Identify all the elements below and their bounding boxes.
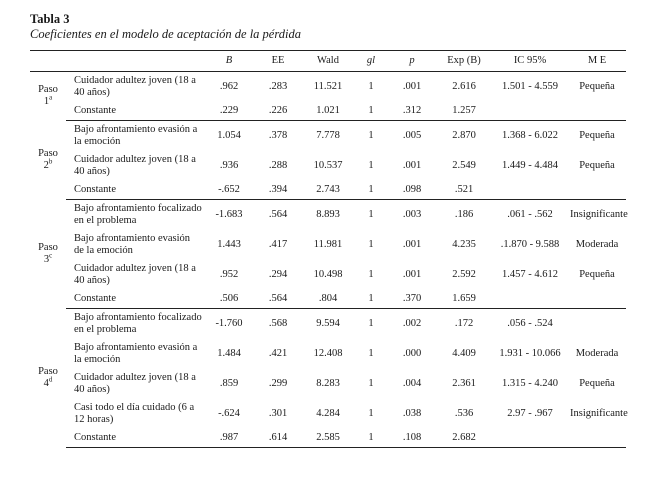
header-gl: gl <box>354 51 388 72</box>
variable-name: Bajo afrontamiento evasión de la emoción <box>74 233 191 256</box>
cell-gl: 1 <box>354 429 388 448</box>
cell-gl: 1 <box>368 318 374 329</box>
cell-expb: .521 <box>436 181 492 200</box>
table-row <box>30 72 626 103</box>
table-row <box>30 260 626 290</box>
step-number: 1 <box>43 96 50 108</box>
variable-name: Cuidador adultez joven (18 a 40 años) <box>74 154 196 177</box>
cell-me: Moderada <box>575 239 619 250</box>
cell-expb: 2.361 <box>452 378 476 389</box>
cell-gl: 1 <box>354 290 388 309</box>
cell-p: .005 <box>402 130 422 141</box>
step-name: Paso <box>38 242 58 253</box>
cell-ic: 1.457 - 4.612 <box>502 269 558 280</box>
cell-b: .936 <box>219 160 239 171</box>
cell-gl: 1 <box>368 209 374 220</box>
step-name: Paso <box>38 148 58 159</box>
header-ic95: IC 95% <box>492 51 568 72</box>
cell-ee: .564 <box>254 290 302 309</box>
cell-b: .952 <box>219 269 239 280</box>
cell-b: 1.054 <box>217 130 241 141</box>
cell-b: .859 <box>219 378 239 389</box>
cell-p: .001 <box>402 239 422 250</box>
cell-ic: .061 - .562 <box>507 209 553 220</box>
cell-expb: .172 <box>454 318 474 329</box>
cell-expb: 1.257 <box>436 102 492 121</box>
cell-ic: 1.315 - 4.240 <box>502 378 558 389</box>
header-expb: Exp (B) <box>436 51 492 72</box>
cell-expb: 2.592 <box>452 269 476 280</box>
cell-me: Insignificante <box>570 408 628 419</box>
table-body <box>30 72 626 448</box>
cell-b: 1.484 <box>217 348 241 359</box>
variable-name: Constante <box>66 102 204 121</box>
cell-ee: .564 <box>268 209 288 220</box>
variable-name: Bajo afrontamiento evasión a la emoción <box>74 124 198 147</box>
variable-name: Casi todo el día cuidado (6 a 12 horas) <box>74 402 195 425</box>
cell-expb: 4.235 <box>452 239 476 250</box>
cell-p: .001 <box>402 269 422 280</box>
cell-expb: 2.682 <box>436 429 492 448</box>
cell-wald: 10.498 <box>313 269 343 280</box>
cell-wald: 8.893 <box>316 209 340 220</box>
coefficients-table <box>30 50 626 448</box>
variable-name: Bajo afrontamiento focalizado en el problema <box>74 312 202 335</box>
step-cell <box>30 200 66 309</box>
cell-expb: 2.616 <box>452 81 476 92</box>
header-step <box>30 51 66 72</box>
cell-ee: .299 <box>268 378 288 389</box>
step-number: 3 <box>43 254 50 265</box>
header-ee: EE <box>254 51 302 72</box>
step-footnote-mark: c <box>49 251 53 260</box>
cell-me <box>568 181 626 200</box>
cell-ic <box>492 181 568 200</box>
cell-expb: 1.659 <box>436 290 492 309</box>
table-row <box>30 339 626 369</box>
cell-gl: 1 <box>368 81 374 92</box>
cell-gl: 1 <box>368 239 374 250</box>
step-name: Paso <box>38 366 58 377</box>
cell-gl: 1 <box>368 408 374 419</box>
cell-ee: .301 <box>268 408 288 419</box>
step-number: 2 <box>43 160 49 171</box>
cell-b: .229 <box>204 102 254 121</box>
cell-expb: 4.409 <box>452 348 476 359</box>
cell-ee: .283 <box>268 81 288 92</box>
table-row <box>30 309 626 340</box>
step-name: Paso <box>38 84 58 96</box>
header-row <box>30 51 626 72</box>
variable-name: Cuidador adultez joven (18 a 40 años) <box>74 263 196 286</box>
table-row <box>30 290 626 309</box>
cell-me <box>568 290 626 309</box>
cell-expb: .186 <box>454 209 474 220</box>
step-cell <box>30 121 66 200</box>
header-p: p <box>388 51 436 72</box>
cell-ee: .294 <box>268 269 288 280</box>
cell-wald: 2.743 <box>302 181 354 200</box>
cell-wald: .804 <box>302 290 354 309</box>
cell-p: .001 <box>402 81 422 92</box>
cell-me <box>568 102 626 121</box>
header-wald: Wald <box>302 51 354 72</box>
cell-p: .004 <box>402 378 422 389</box>
cell-gl: 1 <box>354 181 388 200</box>
cell-ic: 2.97 - .967 <box>507 408 553 419</box>
header-me: M E <box>568 51 626 72</box>
cell-me: Insignificante <box>570 209 628 220</box>
table-row <box>30 200 626 231</box>
cell-ee: .378 <box>268 130 288 141</box>
cell-expb: .536 <box>454 408 474 419</box>
cell-ic: 1.931 - 10.066 <box>499 348 561 359</box>
cell-b: .506 <box>204 290 254 309</box>
variable-name: Constante <box>66 290 204 309</box>
cell-ee: .568 <box>268 318 288 329</box>
cell-p: .370 <box>388 290 436 309</box>
variable-name: Constante <box>66 181 204 200</box>
cell-gl: 1 <box>368 269 374 280</box>
cell-gl: 1 <box>368 160 374 171</box>
cell-p: .038 <box>402 408 422 419</box>
cell-ee: .417 <box>268 239 288 250</box>
cell-ic <box>492 429 568 448</box>
cell-p: .000 <box>402 348 422 359</box>
table-label: Tabla 3 <box>30 12 70 26</box>
cell-ic: 1.501 - 4.559 <box>502 81 558 92</box>
cell-me: Pequeña <box>579 81 615 92</box>
cell-me: Moderada <box>575 348 619 359</box>
cell-b: .962 <box>219 81 239 92</box>
cell-me: Pequeña <box>579 160 615 171</box>
cell-ee: .226 <box>254 102 302 121</box>
variable-name: Cuidador adultez joven (18 a 40 años) <box>74 372 196 395</box>
cell-p: .001 <box>402 160 422 171</box>
cell-wald: 7.778 <box>316 130 340 141</box>
cell-p: .108 <box>388 429 436 448</box>
variable-name: Cuidador adultez joven (18 a 40 años) <box>74 75 196 98</box>
variable-name: Bajo afrontamiento evasión a la emoción <box>74 342 198 365</box>
table-caption: Coeficientes en el modelo de aceptación de la pérdida <box>30 27 301 41</box>
header-variable <box>66 51 204 72</box>
cell-ic: 1.449 - 4.484 <box>502 160 558 171</box>
step-footnote-mark: b <box>48 157 53 166</box>
table-row <box>30 369 626 399</box>
step-cell <box>30 72 66 121</box>
header-b: B <box>204 51 254 72</box>
cell-b: -.652 <box>204 181 254 200</box>
cell-gl: 1 <box>368 130 374 141</box>
table-row <box>30 399 626 429</box>
cell-gl: 1 <box>368 378 374 389</box>
cell-p: .312 <box>388 102 436 121</box>
cell-gl: 1 <box>354 102 388 121</box>
variable-name: Constante <box>66 429 204 448</box>
cell-b: 1.443 <box>217 239 241 250</box>
cell-ic <box>492 102 568 121</box>
cell-me: Pequeña <box>579 378 615 389</box>
cell-wald: 11.981 <box>313 239 343 250</box>
cell-wald: 1.021 <box>302 102 354 121</box>
cell-b: -1.760 <box>215 318 243 329</box>
cell-ic <box>492 290 568 309</box>
table-row <box>30 102 626 121</box>
cell-me: Pequeña <box>579 130 615 141</box>
cell-b: -1.683 <box>215 209 243 220</box>
cell-wald: 8.283 <box>316 378 340 389</box>
cell-wald: 10.537 <box>313 160 343 171</box>
cell-wald: 11.521 <box>313 81 343 92</box>
cell-me <box>568 429 626 448</box>
cell-wald: 9.594 <box>316 318 340 329</box>
cell-b: -.624 <box>218 408 240 419</box>
cell-ic: 1.368 - 6.022 <box>502 130 558 141</box>
cell-ee: .421 <box>268 348 288 359</box>
step-footnote-mark: d <box>48 375 53 384</box>
cell-wald: 2.585 <box>302 429 354 448</box>
cell-expb: 2.549 <box>452 160 476 171</box>
cell-p: .002 <box>402 318 422 329</box>
cell-p: .003 <box>402 209 422 220</box>
cell-ic: .056 - .524 <box>507 318 553 329</box>
step-number: 4 <box>43 378 49 389</box>
cell-ee: .394 <box>254 181 302 200</box>
table-row <box>30 230 626 260</box>
variable-name: Bajo afrontamiento focalizado en el problema <box>74 203 202 226</box>
step-cell <box>30 309 66 448</box>
cell-ee: .614 <box>254 429 302 448</box>
cell-p: .098 <box>388 181 436 200</box>
cell-me <box>568 309 626 340</box>
table-row <box>30 151 626 181</box>
cell-me: Pequeña <box>579 269 615 280</box>
cell-ic: .1.870 - 9.588 <box>500 239 560 250</box>
cell-ee: .288 <box>268 160 288 171</box>
cell-expb: 2.870 <box>452 130 476 141</box>
table-row <box>30 181 626 200</box>
table-row <box>30 429 626 448</box>
cell-wald: 12.408 <box>313 348 343 359</box>
cell-wald: 4.284 <box>316 408 340 419</box>
cell-gl: 1 <box>368 348 374 359</box>
step-footnote-mark: a <box>49 93 53 102</box>
table-row <box>30 121 626 152</box>
cell-b: .987 <box>204 429 254 448</box>
